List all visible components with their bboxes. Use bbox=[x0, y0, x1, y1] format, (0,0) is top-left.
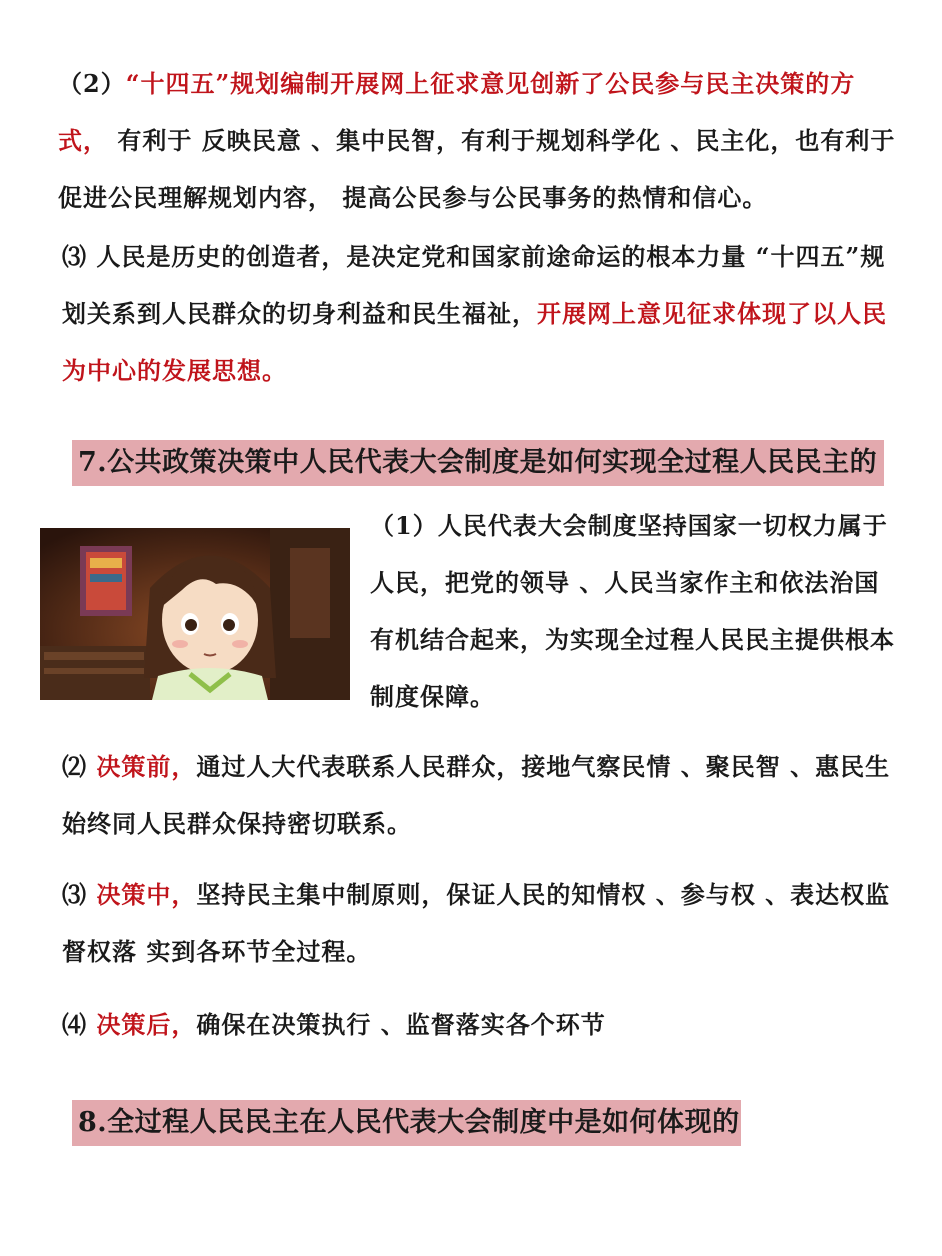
section-heading-8: 8.全过程人民民主在人民代表大会制度中是如何体现的 bbox=[72, 1100, 741, 1146]
body-text: 通过人大代表联系人民群众，接地气察民情 、聚民智 、惠民生始终同人民群众保持密切联系。 bbox=[62, 752, 891, 838]
paragraph-item-3 bbox=[62, 228, 902, 399]
item-number: （2） bbox=[58, 69, 126, 98]
body-text: 确保在决策执行 、监督落实各个环节 bbox=[196, 1010, 606, 1039]
anime-girl-illustration bbox=[40, 528, 350, 700]
item-number: ⑵ bbox=[62, 752, 97, 781]
body-text: 有利于 反映民意 、集中民智，有利于规划科学化 、民主化，也有利于促进公民理解规划内容， 提高公民参与公民事务的热情和信心。 bbox=[58, 126, 896, 212]
highlight-text: “十四五”规划编制开展网上征求意见创新了公民参与民主决策的方式， bbox=[58, 69, 856, 155]
paragraph-before-decision bbox=[62, 738, 902, 852]
item-number: ⑷ bbox=[62, 1010, 97, 1039]
body-text: 坚持民主集中制原则，保证人民的知情权 、参与权 、表达权监督权落 实到各环节全过程。 bbox=[62, 880, 891, 966]
highlight-text: 决策中， bbox=[96, 880, 197, 909]
body-text: 人民是历史的创造者，是决定党和国家前途命运的根本力量 “十四五”规划关系到人民群众的切身利益和民生福祉， bbox=[62, 242, 886, 328]
item-number: （1） bbox=[370, 511, 438, 540]
paragraph-during-decision bbox=[62, 866, 902, 980]
highlight-text: 决策后， bbox=[96, 1010, 197, 1039]
item-number: ⑶ bbox=[62, 880, 97, 909]
illustration-icon bbox=[40, 528, 350, 700]
paragraph-after-decision bbox=[62, 996, 902, 1053]
paragraph-item-1 bbox=[370, 497, 898, 725]
item-number: ⑶ bbox=[62, 242, 97, 271]
highlight-text: 决策前， bbox=[96, 752, 197, 781]
body-text: 人民代表大会制度坚持国家一切权力属于人民，把党的领导 、人民当家作主和依法治国有机结合起来，为实现全过程人民民主提供根本制度保障。 bbox=[370, 511, 895, 711]
paragraph-item-2 bbox=[58, 55, 898, 226]
highlight-text: 开展网上意见征求体现了以人民为中心的发展思想。 bbox=[62, 299, 887, 385]
section-heading-7: 7.公共政策决策中人民代表大会制度是如何实现全过程人民民主的 bbox=[72, 440, 884, 486]
